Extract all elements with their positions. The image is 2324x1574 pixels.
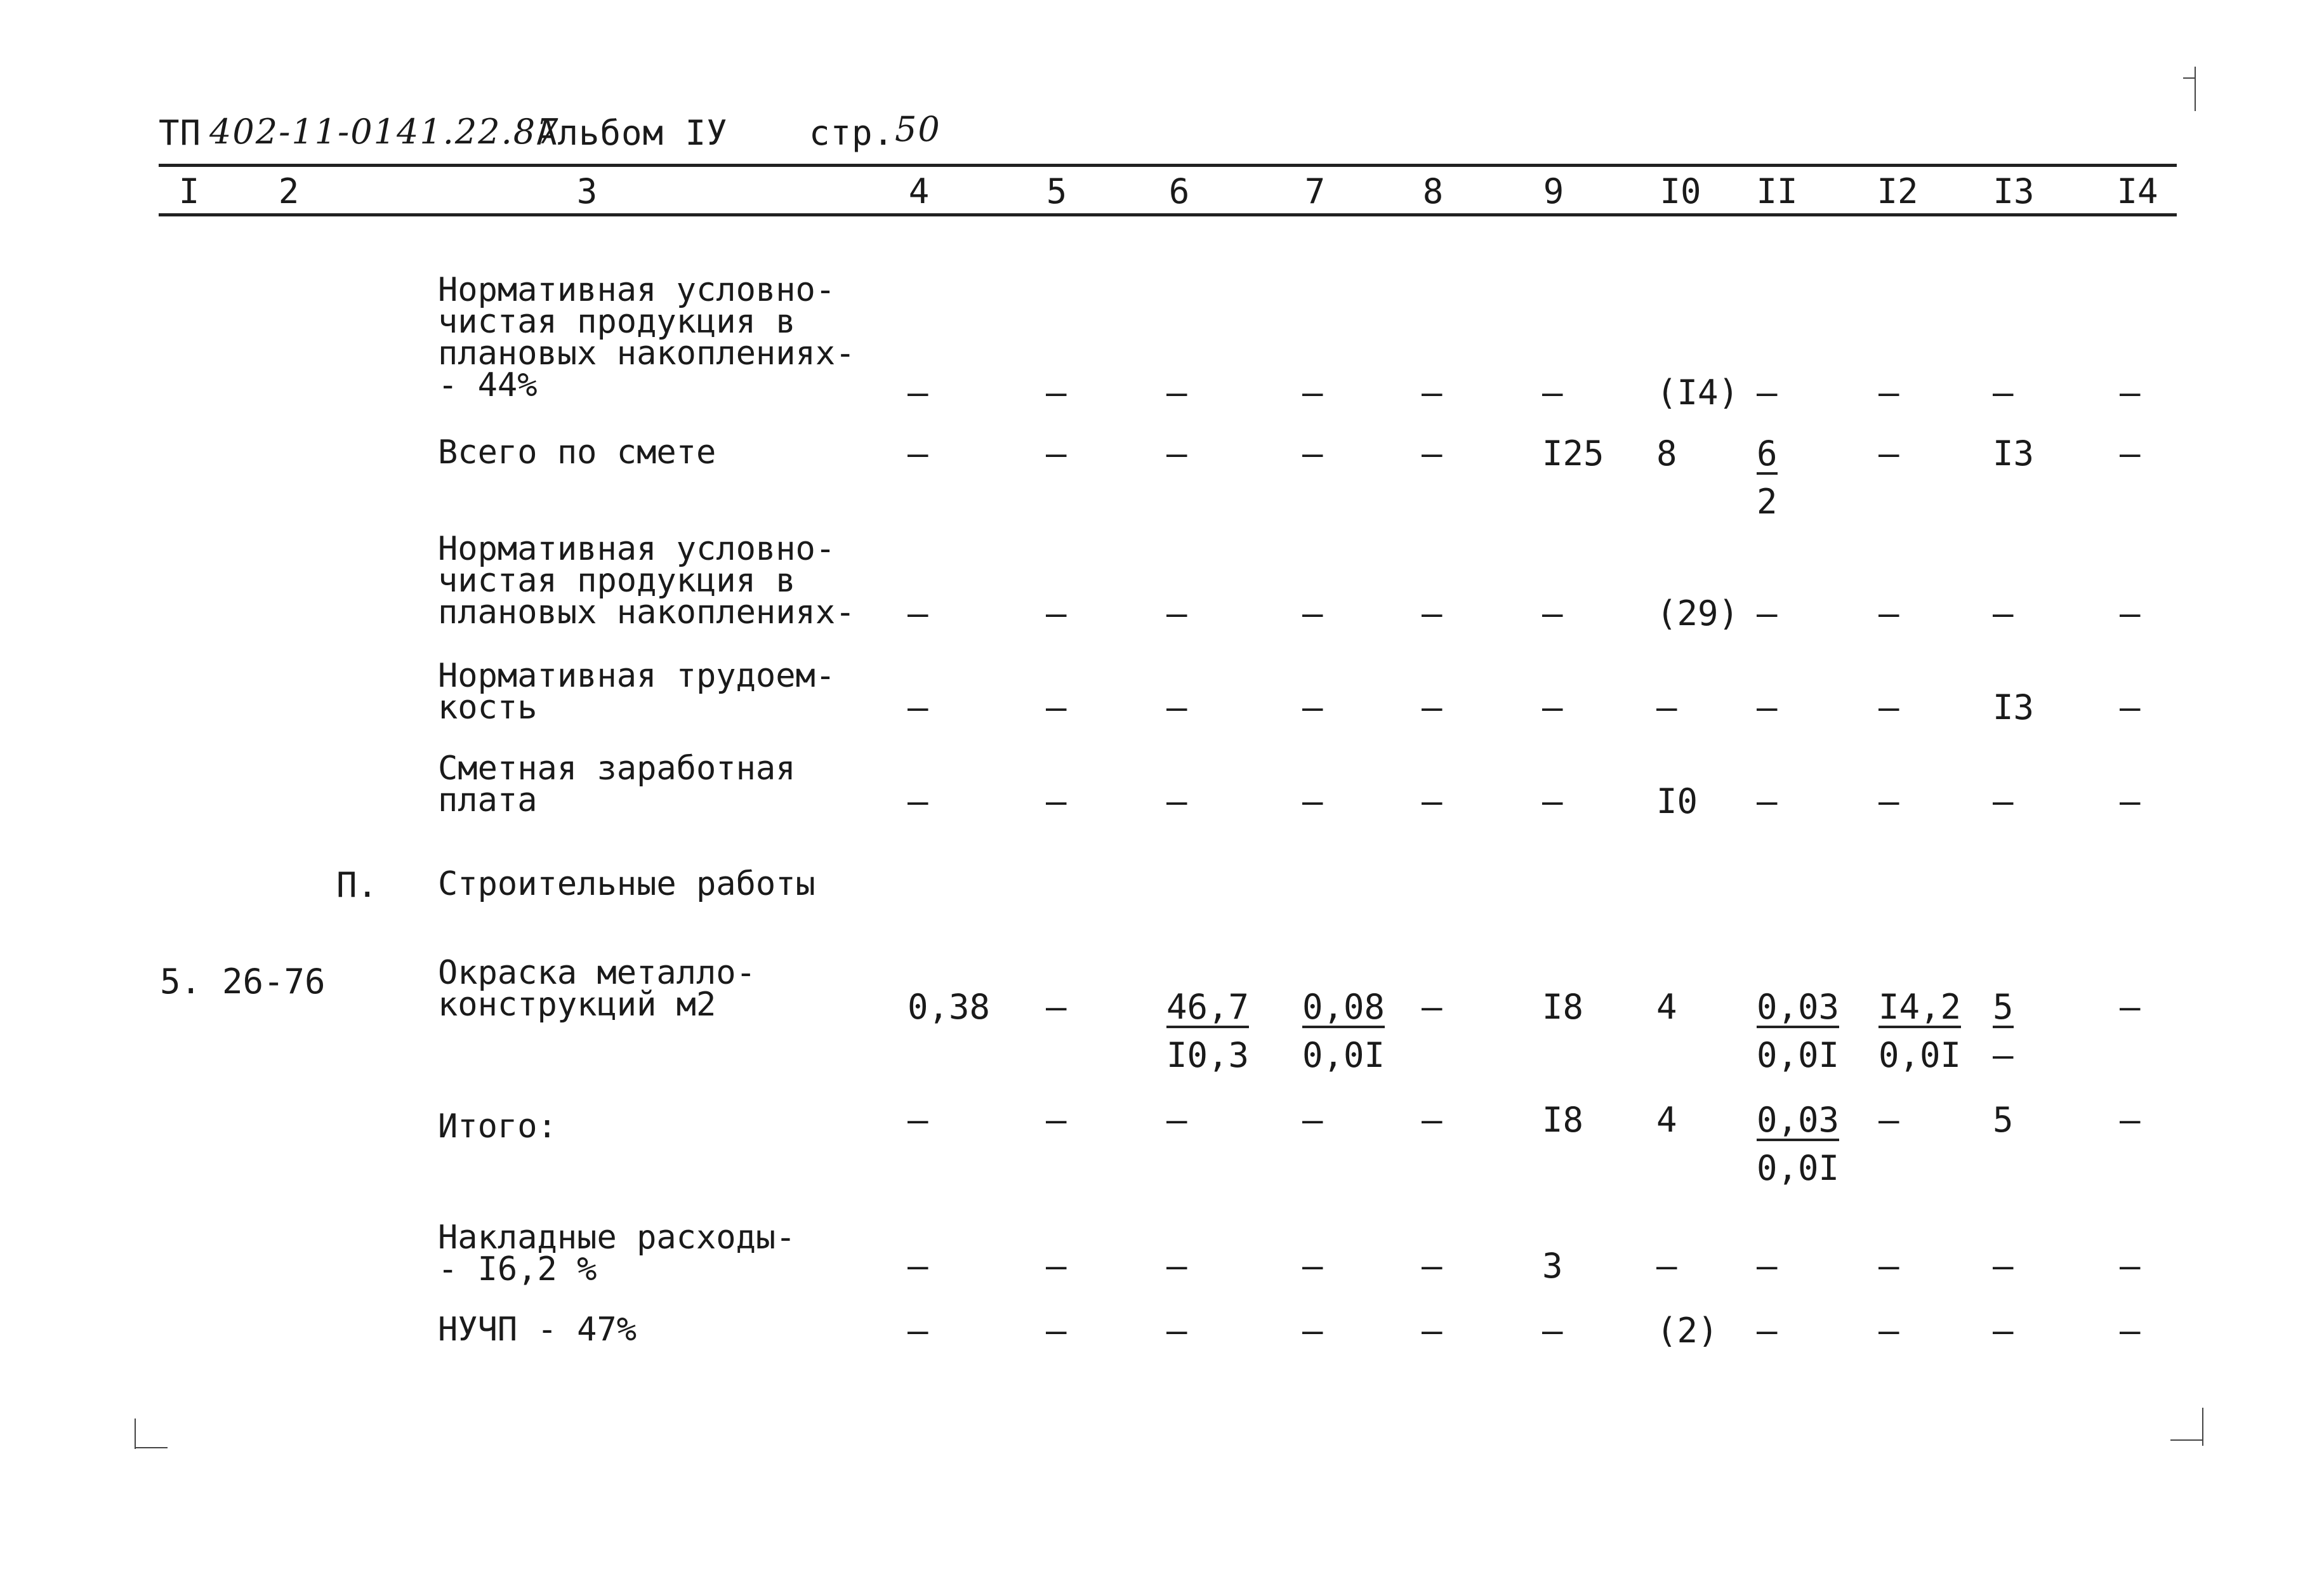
album-label: Альбом IУ: [536, 113, 728, 153]
cell-value: –: [1878, 1311, 1899, 1351]
corner-mark-bottom-right-tick: [2170, 1439, 2203, 1441]
cell-value: –: [1422, 687, 1443, 727]
cell-value: –: [1166, 781, 1187, 821]
cell-value: –: [1878, 687, 1899, 727]
cell-value: I8: [1542, 1100, 1584, 1140]
description-line: плановых накоплениях-: [438, 593, 855, 632]
cell-value: –: [908, 593, 928, 633]
cell-value: –: [2120, 687, 2141, 727]
cell-value: –: [1878, 373, 1899, 413]
cell-value: (29): [1656, 593, 1740, 633]
cell-value: –: [908, 433, 928, 473]
fraction-denominator: –: [1993, 1035, 2014, 1075]
description-line: Окраска металло-: [438, 954, 756, 992]
row-description: [438, 750, 796, 819]
description-line: Накладные расходы-: [438, 1219, 796, 1257]
cell-value: –: [1656, 687, 1677, 727]
cell-value: –: [1422, 593, 1443, 633]
cell-value: I3: [1993, 687, 2035, 727]
fraction-numerator: 0,03: [1757, 1100, 1840, 1140]
row-description: [438, 1311, 637, 1349]
cell-value: –: [1422, 781, 1443, 821]
cell-value: 3: [1542, 1246, 1563, 1286]
column-number: I: [178, 171, 200, 211]
column-number: 5: [1046, 171, 1067, 211]
cell-value: 4: [1656, 987, 1677, 1027]
page-number: 50: [895, 109, 941, 149]
cell-value: –: [1302, 593, 1323, 633]
description-line: Итого:: [438, 1108, 557, 1146]
cell-value: –: [908, 1311, 928, 1351]
cell-value: –: [1757, 593, 1778, 633]
cell-value: –: [1166, 1100, 1187, 1140]
cell-value: 0,38: [908, 987, 991, 1027]
cell-value: 5: [1993, 1100, 2014, 1140]
cell-value: –: [1046, 1246, 1067, 1286]
cell-value: –: [1656, 1246, 1677, 1286]
cell-fraction: [1878, 987, 1962, 1075]
cell-value: –: [2120, 433, 2141, 473]
column-number: I0: [1660, 171, 1701, 211]
column-number: 8: [1422, 171, 1444, 211]
cell-value: –: [908, 373, 928, 413]
description-line: Строительные работы: [438, 865, 815, 903]
cell-value: I25: [1542, 433, 1604, 473]
cell-value: –: [1302, 1246, 1323, 1286]
cell-value: –: [1166, 687, 1187, 727]
fraction-numerator: 5: [1993, 987, 2014, 1027]
description-line: Нормативная трудоем-: [438, 657, 836, 695]
norm-code: 26-76: [222, 962, 326, 1002]
column-number: 9: [1543, 171, 1564, 211]
column-number: 7: [1304, 171, 1326, 211]
cell-value: –: [2120, 1246, 2141, 1286]
cell-value: –: [1166, 1311, 1187, 1351]
cell-value: –: [1046, 373, 1067, 413]
column-number: 6: [1168, 171, 1190, 211]
column-number: II: [1756, 171, 1798, 211]
cell-value: –: [1757, 781, 1778, 821]
fraction-denominator: I0,3: [1166, 1035, 1250, 1075]
cell-value: –: [1422, 373, 1443, 413]
fraction-numerator: I4,2: [1878, 987, 1962, 1027]
cell-value: –: [1302, 433, 1323, 473]
cell-value: –: [1757, 687, 1778, 727]
cell-value: –: [1046, 593, 1067, 633]
cell-value: I3: [1993, 433, 2035, 473]
cell-value: –: [1046, 687, 1067, 727]
cell-value: –: [1878, 1246, 1899, 1286]
cell-value: –: [1757, 373, 1778, 413]
description-line: НУЧП - 47%: [438, 1311, 637, 1349]
cell-value: –: [908, 1246, 928, 1286]
cell-value: –: [1046, 987, 1067, 1027]
description-line: чистая продукция в: [438, 303, 796, 341]
cell-value: –: [2120, 593, 2141, 633]
cell-value: –: [1993, 1311, 2014, 1351]
cell-value: (I4): [1656, 373, 1740, 413]
row-description: [438, 657, 836, 727]
cell-value: –: [1542, 373, 1563, 413]
row-number: 5.: [160, 962, 202, 1002]
column-number: 4: [908, 171, 930, 211]
column-number: 2: [278, 171, 300, 211]
fraction-numerator: 46,7: [1166, 987, 1250, 1027]
corner-mark-top-right-tick: [2183, 77, 2195, 79]
cell-fraction: [1993, 987, 2014, 1075]
description-line: Нормативная условно-: [438, 530, 836, 568]
corner-mark-bottom-left-tick: [135, 1447, 168, 1448]
fraction-denominator: 0,0I: [1302, 1035, 1385, 1075]
row-description: [438, 954, 756, 1024]
cell-value: –: [1993, 373, 2014, 413]
fraction-denominator: 0,0I: [1878, 1035, 1962, 1075]
cell-value: –: [1166, 593, 1187, 633]
cell-value: –: [1878, 781, 1899, 821]
cell-value: –: [1422, 987, 1443, 1027]
cell-value: –: [1542, 781, 1563, 821]
cell-value: –: [908, 781, 928, 821]
row-description: [438, 530, 855, 632]
corner-mark-top-right: [2195, 67, 2196, 111]
cell-value: –: [908, 687, 928, 727]
header-bottom-rule: [159, 213, 2177, 216]
cell-fraction: [1757, 1100, 1840, 1188]
cell-value: 4: [1656, 1100, 1677, 1140]
description-line: Сметная заработная: [438, 750, 796, 788]
cell-value: –: [908, 1100, 928, 1140]
description-line: чистая продукция в: [438, 562, 796, 600]
row-description: [438, 433, 716, 472]
cell-value: –: [1993, 781, 2014, 821]
cell-value: –: [1542, 1311, 1563, 1351]
fraction-numerator: 6: [1757, 433, 1778, 473]
cell-value: –: [1542, 593, 1563, 633]
row-description: [438, 865, 815, 903]
row-description: [438, 1108, 557, 1146]
cell-value: –: [2120, 987, 2141, 1027]
header-top-rule: [159, 164, 2177, 167]
cell-value: –: [2120, 1100, 2141, 1140]
cell-value: –: [1302, 1311, 1323, 1351]
cell-value: I8: [1542, 987, 1584, 1027]
description-line: конструкций м2: [438, 986, 716, 1024]
column-number: I2: [1877, 171, 1918, 211]
cell-value: –: [1878, 593, 1899, 633]
cell-value: –: [1993, 1246, 2014, 1286]
cell-value: –: [2120, 781, 2141, 821]
cell-value: –: [1046, 1311, 1067, 1351]
fraction-denominator: 0,0I: [1757, 1148, 1840, 1188]
cell-value: –: [1046, 433, 1067, 473]
column-number: I3: [1993, 171, 2035, 211]
cell-value: –: [2120, 373, 2141, 413]
cell-value: (2): [1656, 1311, 1719, 1351]
column-number: 3: [576, 171, 598, 211]
cell-value: –: [1302, 373, 1323, 413]
cell-value: –: [1878, 1100, 1899, 1140]
description-line: плата: [438, 781, 538, 819]
cell-value: –: [1302, 687, 1323, 727]
cell-value: –: [1542, 687, 1563, 727]
section-number: П.: [336, 865, 378, 905]
description-line: кость: [438, 689, 538, 727]
cell-value: –: [1757, 1246, 1778, 1286]
page-label: стр.: [809, 113, 895, 153]
description-line: - 44%: [438, 366, 538, 404]
row-description: [438, 1219, 796, 1288]
fraction-denominator: 2: [1757, 482, 1778, 522]
fraction-denominator: 0,0I: [1757, 1035, 1840, 1075]
column-number: I4: [2116, 171, 2158, 211]
cell-fraction: [1166, 987, 1250, 1075]
cell-value: –: [2120, 1311, 2141, 1351]
fraction-numerator: 0,03: [1757, 987, 1840, 1027]
cell-value: –: [1302, 781, 1323, 821]
cell-fraction: [1757, 433, 1778, 522]
cell-value: –: [1422, 433, 1443, 473]
description-line: Всего по смете: [438, 433, 716, 472]
description-line: Нормативная условно-: [438, 271, 836, 309]
doc-prefix: ТП: [159, 113, 202, 153]
cell-value: –: [1878, 433, 1899, 473]
cell-value: –: [1166, 433, 1187, 473]
row-description: [438, 271, 855, 404]
cell-value: –: [1046, 781, 1067, 821]
description-line: плановых накоплениях-: [438, 334, 855, 373]
cell-value: –: [1422, 1100, 1443, 1140]
cell-value: I0: [1656, 781, 1698, 821]
cell-value: –: [1422, 1246, 1443, 1286]
cell-value: –: [1302, 1100, 1323, 1140]
cell-value: –: [1422, 1311, 1443, 1351]
description-line: - I6,2 %: [438, 1250, 597, 1288]
fraction-numerator: 0,08: [1302, 987, 1385, 1027]
cell-value: –: [1046, 1100, 1067, 1140]
cell-fraction: [1757, 987, 1840, 1075]
cell-fraction: [1302, 987, 1385, 1075]
cell-value: 8: [1656, 433, 1677, 473]
cell-value: –: [1166, 1246, 1187, 1286]
doc-code: 402-11-0141.22.87: [209, 112, 560, 152]
cell-value: –: [1757, 1311, 1778, 1351]
corner-mark-bottom-left: [135, 1419, 136, 1449]
cell-value: –: [1166, 373, 1187, 413]
cell-value: –: [1993, 593, 2014, 633]
